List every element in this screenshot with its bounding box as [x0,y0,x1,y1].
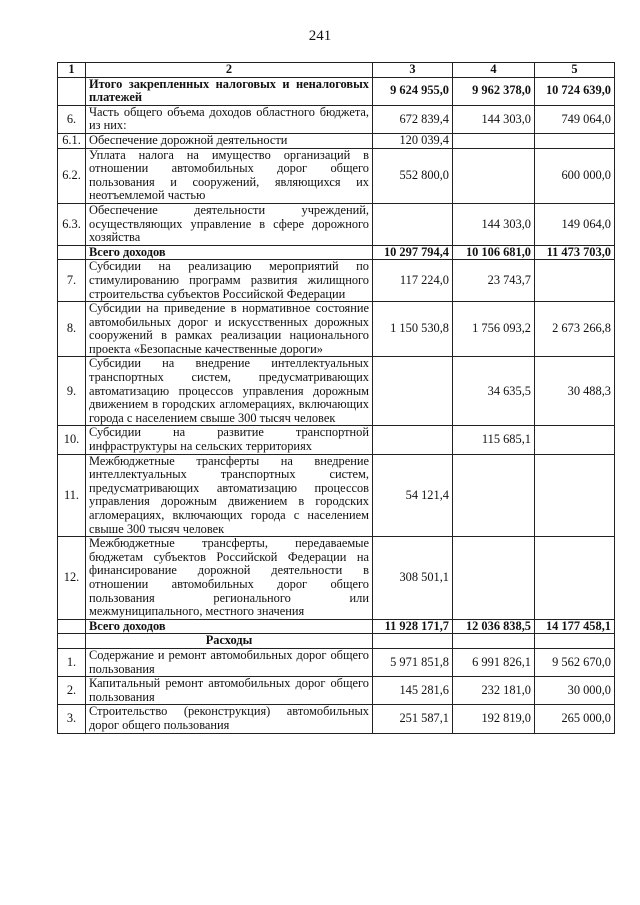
value-col4: 115 685,1 [453,426,535,454]
row-number: 1. [58,648,86,676]
row-number: 7. [58,260,86,302]
column-header: 1 [58,63,86,78]
table-row [58,245,615,260]
row-description: Обеспечение дорожной деятельности [86,133,373,148]
value-col4: 1 756 093,2 [453,302,535,357]
value-col5 [535,133,615,148]
column-header: 5 [535,63,615,78]
table-row [58,77,615,105]
value-col3 [373,426,453,454]
value-col3: 9 624 955,0 [373,77,453,105]
value-col4: 34 635,5 [453,357,535,426]
column-header: 2 [86,63,373,78]
value-col5 [535,634,615,649]
value-col3: 1 150 530,8 [373,302,453,357]
row-description: Субсидии на реализацию мероприятий по стимулированию программ развития жилищного строительства субъектов Российской Федерации [86,260,373,302]
value-col3: 11 928 171,7 [373,619,453,634]
value-col3 [373,357,453,426]
value-col5 [535,454,615,537]
table-row [58,454,615,537]
value-col3: 251 587,1 [373,705,453,733]
table-row [58,302,615,357]
row-description: Обеспечение деятельности учреждений, осуществляющих управление в сфере дорожного хозяйства [86,203,373,245]
section-title: Расходы [86,634,373,649]
column-header: 3 [373,63,453,78]
row-number: 6.2. [58,148,86,203]
row-number: 6.1. [58,133,86,148]
value-col5: 9 562 670,0 [535,648,615,676]
column-header-row [58,63,615,78]
value-col3: 117 224,0 [373,260,453,302]
table-row [58,357,615,426]
row-description: Итого закрепленных налоговых и неналоговых платежей [86,77,373,105]
value-col4 [453,454,535,537]
value-col3: 145 281,6 [373,677,453,705]
row-number: 6.3. [58,203,86,245]
section-header-row [58,634,615,649]
value-col4: 192 819,0 [453,705,535,733]
row-number [58,245,86,260]
value-col5: 600 000,0 [535,148,615,203]
row-description: Капитальный ремонт автомобильных дорог общего пользования [86,677,373,705]
value-col3 [373,203,453,245]
row-number: 12. [58,537,86,620]
value-col4: 10 106 681,0 [453,245,535,260]
value-col5: 749 064,0 [535,105,615,133]
row-number: 8. [58,302,86,357]
value-col5: 2 673 266,8 [535,302,615,357]
row-number: 11. [58,454,86,537]
table-row [58,677,615,705]
table-row [58,537,615,620]
row-number: 10. [58,426,86,454]
row-description: Строительство (реконструкция) автомобильных дорог общего пользования [86,705,373,733]
row-number: 6. [58,105,86,133]
value-col4 [453,634,535,649]
row-description: Межбюджетные трансферты, передаваемые бюджетам субъектов Российской Федерации на финансирование дорожной деятельности в отношении автомобильных дорог общего пользования регионального или межмуниципального, местного значения [86,537,373,620]
row-number: 2. [58,677,86,705]
value-col5 [535,537,615,620]
value-col4 [453,133,535,148]
row-number: 9. [58,357,86,426]
value-col5: 10 724 639,0 [535,77,615,105]
value-col5: 30 488,3 [535,357,615,426]
row-description: Всего доходов [86,619,373,634]
value-col3: 308 501,1 [373,537,453,620]
value-col3: 10 297 794,4 [373,245,453,260]
row-number: 3. [58,705,86,733]
table-row [58,133,615,148]
value-col4: 23 743,7 [453,260,535,302]
row-number [58,77,86,105]
value-col5: 30 000,0 [535,677,615,705]
table-row [58,260,615,302]
table-row [58,648,615,676]
row-description: Содержание и ремонт автомобильных дорог общего пользования [86,648,373,676]
row-number [58,619,86,634]
row-description: Субсидии на внедрение интеллектуальных транспортных систем, предусматривающих автоматизацию процессов управления дорожным движением в городских агломерациях, включающих города с населением свыше 300 тысяч человек [86,357,373,426]
page-number: 241 [308,28,332,44]
value-col3: 672 839,4 [373,105,453,133]
value-col4 [453,537,535,620]
value-col5: 265 000,0 [535,705,615,733]
value-col4: 232 181,0 [453,677,535,705]
row-description: Всего доходов [86,245,373,260]
table-row [58,705,615,733]
row-description: Межбюджетные трансферты на внедрение интеллектуальных транспортных систем, предусматривающих автоматизацию процессов управления дорожным движением в городских агломерациях, включающих города с населением свыше 300 тысяч человек [86,454,373,537]
table-row [58,105,615,133]
table-row [58,203,615,245]
value-col5 [535,260,615,302]
value-col5: 14 177 458,1 [535,619,615,634]
value-col3 [373,634,453,649]
value-col3: 120 039,4 [373,133,453,148]
row-description: Часть общего объема доходов областного бюджета, из них: [86,105,373,133]
value-col4 [453,148,535,203]
value-col5: 149 064,0 [535,203,615,245]
column-header: 4 [453,63,535,78]
row-description: Субсидии на развитие транспортной инфраструктуры на сельских территориях [86,426,373,454]
value-col3: 54 121,4 [373,454,453,537]
row-description: Субсидии на приведение в нормативное состояние автомобильных дорог и искусственных дорожных сооружений в рамках реализации национального проекта «Безопасные качественные дороги» [86,302,373,357]
value-col5: 11 473 703,0 [535,245,615,260]
value-col4: 144 303,0 [453,203,535,245]
row-description: Уплата налога на имущество организаций в отношении автомобильных дорог общего пользования и сооружений, являющихся их неотъемлемой частью [86,148,373,203]
value-col4: 12 036 838,5 [453,619,535,634]
value-col3: 552 800,0 [373,148,453,203]
value-col5 [535,426,615,454]
row-number [58,634,86,649]
value-col4: 144 303,0 [453,105,535,133]
value-col4: 6 991 826,1 [453,648,535,676]
table-row [58,426,615,454]
table-row [58,619,615,634]
value-col3: 5 971 851,8 [373,648,453,676]
budget-table [57,62,615,734]
value-col4: 9 962 378,0 [453,77,535,105]
table-row [58,148,615,203]
